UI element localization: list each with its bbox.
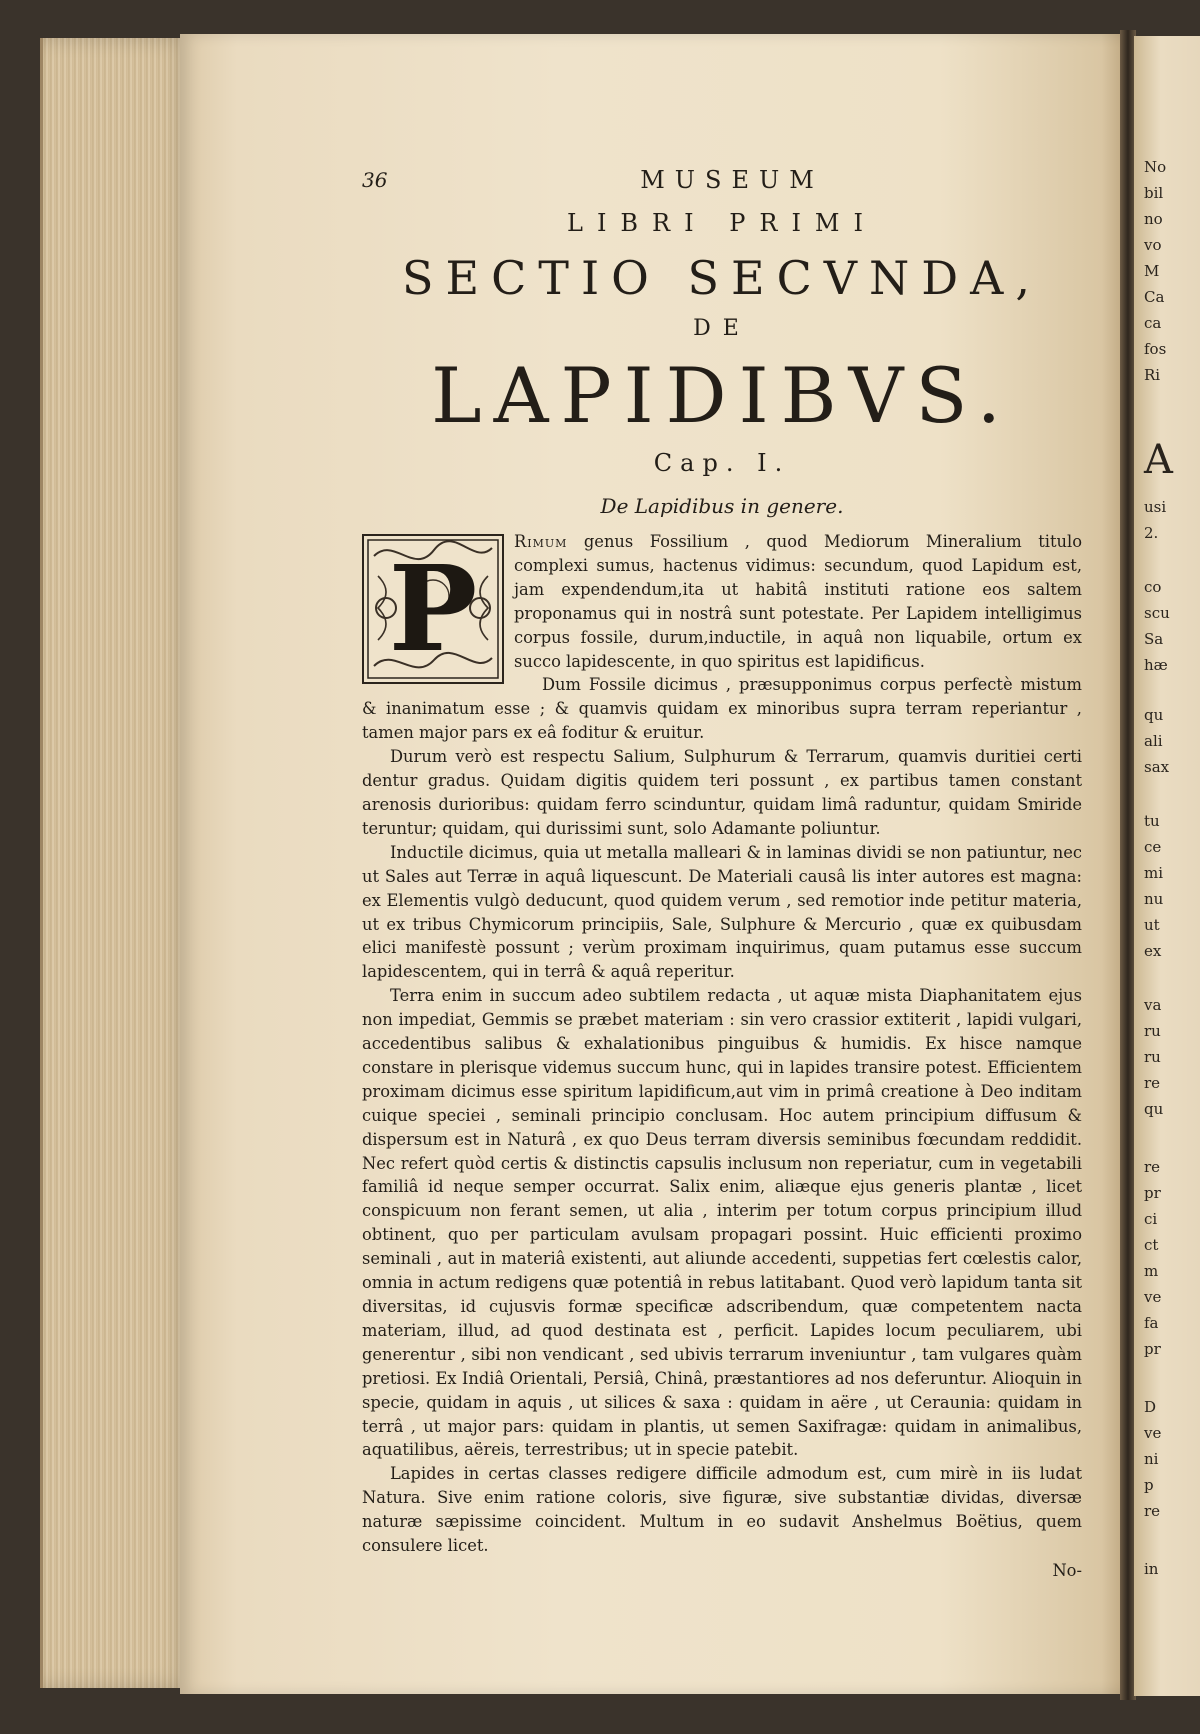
paragraph-1-text: genus Fossilium , quod Mediorum Mineralium titulo complexi sumus, hactenus vidimus: secundum, quod Lapidum est, jam expendendum,ita ut habitâ instituti ratione eos saltem proponamus qui in nostrâ sunt potestate. Per Lapidem intelligimus corpus fossile, durum,inductile, in aquâ non liquabile, ortum ex succo lapidescente, in quo spiritus est lapidificus.	[514, 532, 1082, 671]
facing-page-fragment: fos	[1144, 340, 1167, 358]
facing-page-fragment: re	[1144, 1074, 1161, 1092]
first-word: Rimum	[514, 532, 568, 551]
book-heading: LIBRI PRIMI	[567, 209, 877, 237]
facing-page-fragment: mi	[1144, 864, 1164, 882]
facing-page-fragment: qu	[1144, 1100, 1164, 1118]
drop-cap-letter: P	[388, 539, 478, 678]
facing-page-fragment: Ri	[1144, 366, 1161, 384]
chapter-title: De Lapidibus in genere.	[600, 494, 844, 518]
facing-page-fragment: ni	[1144, 1450, 1159, 1468]
facing-page-fragment: hæ	[1144, 656, 1168, 674]
facing-page-fragment: co	[1144, 578, 1162, 596]
main-title: LAPIDIBVS.	[431, 351, 1013, 440]
facing-page-fragment: ca	[1144, 314, 1162, 332]
page-edges	[40, 38, 193, 1688]
facing-page-fragment: no	[1144, 210, 1163, 228]
facing-page-fragment: usi	[1144, 498, 1167, 516]
facing-page-fragment: ex	[1144, 942, 1162, 960]
paragraph-5: Terra enim in succum adeo subtilem redacta , ut aquæ mista Diaphanitatem ejus non impediat, Gemmis se præbet materiam : sin vero crassior extiterit , lapidi vulgari, accedentibus salibus & exhalationibus pinguibus & humidis. Ex hisce namque constare in plerisque videmus succum hunc, qui in lapides transire potest. Efficientem proximam dicimus esse spiritum lapidificum,aut vim in primâ creatione à Deo inditam cuique speciei , seminali principio conclusam. Hoc autem principium diffusum & dispersum est in Naturâ , ex quo Deus terram diversis seminibus fœcundam reddidit. Nec refert quòd certis & distinctis capsulis inclusum non reperiatur, cum in vegetabili familiâ id neque semper occurrat. Salix enim, aliæque ejus generis plantæ , licet conspicuum non ferant semen, ut alia , interim per totum corpus principium illud obtinent, quo per particulam avulsam propagari possint. Huic efficienti proximo seminali , aut in materiâ existenti, aut aliunde accedenti, suppetias fert cœlestis calor, omnia in actum redigens quæ potentiâ in rebus latitabant. Quod verò lapidum tanta sit diversitas, id cujusvis formæ specificæ adscribendum, quæ competentem nacta materiam, illud, ad quod destinata est , perficit. Lapides locum peculiarem, ubi generentur , sibi non vendicant , sed ubivis terrarum inveniuntur , tam vulgares quàm pretiosi. Ex Indiâ Orientali, Persiâ, Chinâ, præstantiores ad nos deferuntur. Alioquin in specie, quidam in aquis , ut silices & saxa : quidam in aëre , ut Ceraunia: quidam in terrâ , ut major pars: quidam in plantis, ut semen Saxifragæ: quidam in animalibus, aquatilibus, aëreis, terrestribus; ut in specie patebit.	[362, 986, 1082, 1460]
facing-page-fragment: pr	[1144, 1340, 1161, 1358]
facing-page-fragment: ce	[1144, 838, 1162, 856]
facing-page-fragment: ct	[1144, 1236, 1159, 1254]
facing-page-fragment: re	[1144, 1158, 1161, 1176]
facing-page-fragment: bil	[1144, 184, 1164, 202]
facing-page-fragment: pr	[1144, 1184, 1161, 1202]
facing-page-fragment: ut	[1144, 916, 1160, 934]
chapter-heading: Cap. I.	[653, 449, 791, 477]
section-heading: SECTIO SECVNDA,	[402, 251, 1042, 305]
facing-page-fragment: va	[1144, 996, 1162, 1014]
facing-page-fragment: A	[1144, 437, 1173, 483]
facing-page-fragment: tu	[1144, 812, 1160, 830]
de-heading: DE	[693, 316, 751, 341]
facing-page-fragment: sax	[1144, 758, 1170, 776]
facing-page-fragment: Sa	[1144, 630, 1164, 648]
facing-page-fragment: 2.	[1144, 524, 1159, 542]
facing-page-fragment: p	[1144, 1476, 1154, 1494]
facing-page-fragment: in	[1144, 1560, 1159, 1578]
facing-page-fragment: ci	[1144, 1210, 1158, 1228]
facing-page-fragment: vo	[1144, 236, 1162, 254]
body-text	[362, 530, 1082, 1582]
facing-page-fragment: ru	[1144, 1048, 1161, 1066]
facing-page-fragment: re	[1144, 1502, 1161, 1520]
paragraph-2: Dum Fossile dicimus , præsupponimus corpus perfectè mistum & inanimatum esse ; & quamvis quidam ex minoribus supra terram reperiantur , tamen major pars ex eâ foditur & eruitur.	[362, 675, 1082, 743]
paragraph-6: Lapides in certas classes redigere difficile admodum est, cum mirè in iis ludat Natura. Sive enim ratione coloris, sive figuræ, sive substantiæ dividas, diversæ naturæ sæpissime coincident. Multum in eo sudavit Anshelmus Boëtius, quem consulere licet.	[362, 1464, 1082, 1556]
paragraph-3: Durum verò est respectu Salium, Sulphurum & Terrarum, quamvis duritiei certi dentur gradus. Quidam digitis quidem teri possunt , ex partibus tamen constant arenosis durioribus: quidam ferro scinduntur, quidam limâ raduntur, quidam Smiride teruntur; quidam, qui durissimi sunt, solo Adamante poliuntur.	[362, 747, 1082, 838]
facing-page-fragment: ali	[1144, 732, 1163, 750]
facing-page-fragment: D	[1144, 1398, 1157, 1416]
facing-page-fragment: ru	[1144, 1022, 1161, 1040]
facing-page-fragment: No	[1144, 158, 1167, 176]
facing-page-fragment: m	[1144, 1262, 1159, 1280]
facing-page-fragment: ve	[1144, 1424, 1162, 1442]
facing-page-fragment: ve	[1144, 1288, 1162, 1306]
catchword: No-	[1052, 1560, 1082, 1580]
running-head: MUSEUM	[640, 166, 824, 194]
facing-page-fragment: nu	[1144, 890, 1164, 908]
facing-page-fragment: qu	[1144, 706, 1164, 724]
facing-page-fragment: Ca	[1144, 288, 1165, 306]
paragraph-4: Inductile dicimus, quia ut metalla malleari & in laminas dividi se non patiuntur, nec ut Sales aut Terræ in aquâ liquescunt. De Materiali causâ lis inter autores est magna: ex Elementis vulgò deducunt, quod quidem verum , sed remotior inde petitur materia, ut ex tribus Chymicorum principiis, Sale, Sulphure & Mercurio , quæ ex quibusdam elici manifestè possunt ; verùm proximam inquirimus, quam putamus esse succum lapidescentem, qui in terrâ & aquâ reperitur.	[362, 842, 1082, 982]
facing-page-fragment: fa	[1144, 1314, 1159, 1332]
folio-number: 36	[362, 168, 388, 192]
page-content	[362, 160, 1082, 1582]
facing-page	[1134, 36, 1200, 1696]
facing-page-fragment: M	[1144, 262, 1160, 280]
decorated-initial	[362, 534, 504, 684]
facing-page-fragment: scu	[1144, 604, 1170, 622]
